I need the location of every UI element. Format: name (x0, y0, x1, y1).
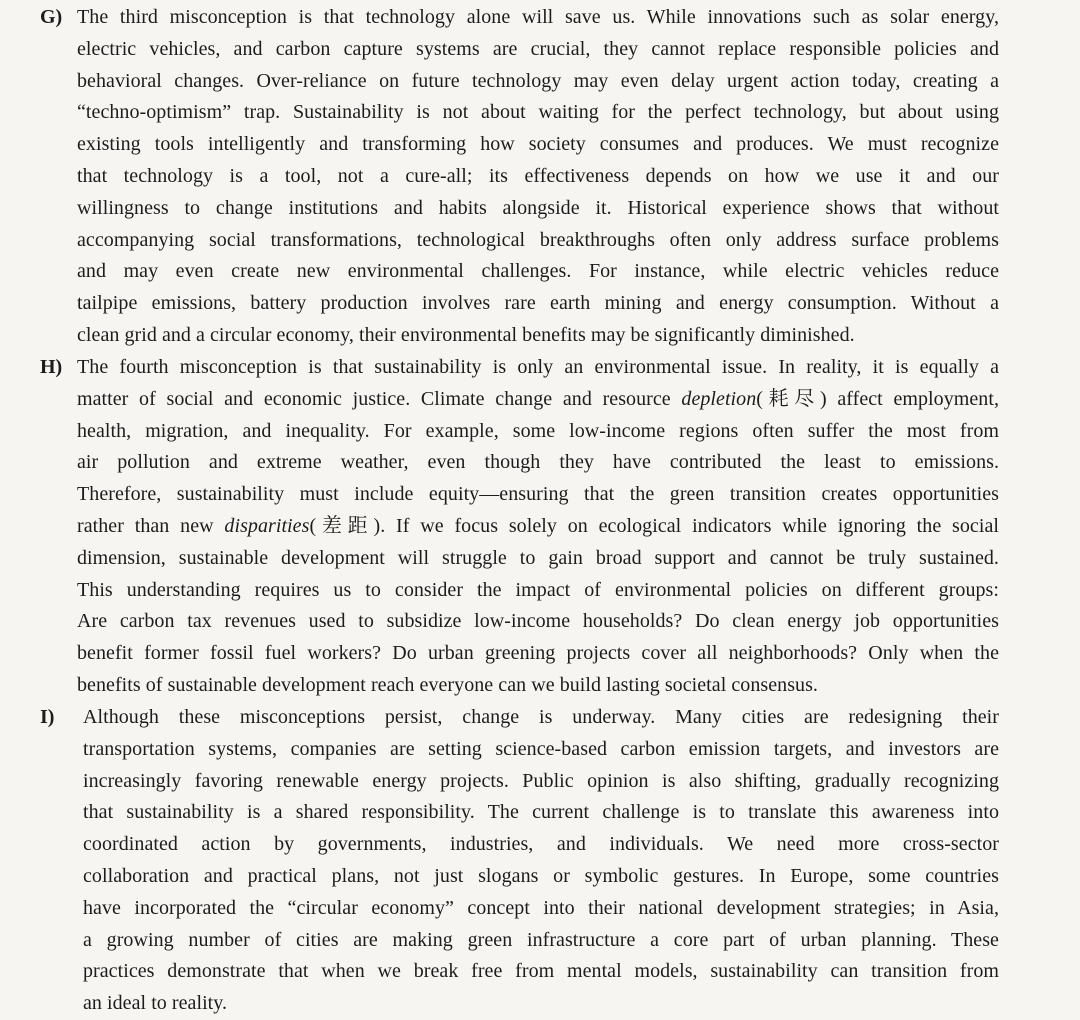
text-segment: (差距). If we focus solely on ecological indicators while ignoring the social (309, 514, 999, 537)
text-segment: The third misconception is that technology alone will save us. While innovations such as solar energy, (77, 6, 999, 28)
text-segment: that sustainability is a shared responsibility. The current challenge is to translate this awareness into (83, 801, 999, 824)
text-line (83, 766, 999, 798)
text-line (77, 638, 999, 670)
text-segment: transportation systems, companies are setting science-based carbon emission targets, and investors are (83, 737, 999, 760)
text-segment: clean grid and a circular economy, their environmental benefits may be significantly diminished. (77, 323, 855, 346)
text-segment: have incorporated the “circular economy” concept into their national development strategies; in Asia, (83, 896, 999, 919)
paragraph-marker: I) (40, 706, 55, 728)
text-line (77, 288, 999, 320)
text-segment: increasingly favoring renewable energy projects. Public opinion is also shifting, gradually recognizing (83, 769, 999, 792)
text-segment: willingness to change institutions and habits alongside it. Historical experience shows that without (77, 196, 999, 219)
text-segment: health, migration, and inequality. For example, some low-income regions often suffer the most from (77, 419, 999, 442)
text-line (77, 575, 999, 607)
text-line (77, 320, 999, 352)
text-segment: benefits of sustainable development reach everyone can we build lasting societal consensus. (77, 673, 818, 696)
text-segment: “techno-optimism” trap. Sustainability is not about waiting for the perfect technology, but about using (77, 101, 999, 124)
text-line (77, 479, 999, 511)
text-line (77, 543, 999, 575)
text-line (77, 256, 999, 288)
text-segment: This understanding requires us to consider the impact of environmental policies on different groups: (77, 578, 999, 601)
paragraph-marker: G) (40, 6, 63, 28)
text-segment: existing tools intelligently and transforming how society consumes and produces. We must recognize (77, 133, 999, 156)
text-line (77, 66, 999, 98)
text-segment: The fourth misconception is that sustainability is only an environmental issue. In reality, it is equally a (77, 356, 999, 378)
text-segment: tailpipe emissions, battery production involves rare earth mining and energy consumption. Without a (77, 292, 999, 315)
paragraph-g (0, 2, 1080, 352)
text-segment: an ideal to reality. (83, 992, 228, 1015)
paragraph-body (0, 702, 1080, 1020)
text-segment: coordinated action by governments, industries, and individuals. We need more cross-sector (83, 833, 999, 856)
text-segment: Therefore, sustainability must include equity—ensuring that the green transition creates opportunities (77, 483, 999, 506)
text-segment: electric vehicles, and carbon capture systems are crucial, they cannot replace responsible policies and (77, 37, 999, 60)
text-segment: air pollution and extreme weather, even though they have contributed the least to emissions. (77, 451, 999, 474)
text-line (77, 161, 999, 193)
text-segment: (耗尽) affect employment, (756, 387, 999, 410)
text-line (77, 511, 999, 543)
text-line (77, 97, 999, 129)
text-segment: behavioral changes. Over-reliance on future technology may even delay urgent action today, creating a (77, 69, 999, 92)
text-line (77, 34, 999, 66)
paragraph-h (0, 352, 1080, 702)
text-line (83, 734, 999, 766)
text-segment: rather than new (77, 514, 225, 537)
text-line (77, 384, 999, 416)
text-line (83, 702, 999, 734)
text-line (77, 129, 999, 161)
text-line (77, 447, 999, 479)
italic-term: depletion (681, 387, 757, 410)
text-line (77, 606, 999, 638)
text-segment: and may even create new environmental challenges. For instance, while electric vehicles reduce (77, 260, 999, 283)
text-line (77, 2, 999, 34)
text-segment: practices demonstrate that when we break free from mental models, sustainability can transition from (83, 960, 999, 983)
italic-term: disparities (224, 514, 310, 537)
text-segment: a growing number of cities are making green infrastructure a core part of urban planning. These (83, 928, 999, 951)
text-segment: collaboration and practical plans, not just slogans or symbolic gestures. In Europe, some countries (83, 864, 999, 887)
text-segment: matter of social and economic justice. Climate change and resource (77, 387, 682, 410)
text-line (83, 925, 999, 957)
text-line (77, 670, 999, 702)
text-line (77, 352, 999, 384)
text-segment: Are carbon tax revenues used to subsidize low-income households? Do clean energy job opportunities (77, 610, 999, 633)
text-segment: benefit former fossil fuel workers? Do urban greening projects cover all neighborhoods? Only when the (77, 642, 999, 665)
text-line (83, 829, 999, 861)
text-line (77, 225, 999, 257)
text-line (83, 861, 999, 893)
paragraph-body (0, 352, 1080, 702)
text-line (77, 416, 999, 448)
paragraph-i (0, 702, 1080, 1020)
text-line (83, 956, 999, 988)
text-segment: Although these misconceptions persist, change is underway. Many cities are redesigning their (83, 706, 999, 728)
paragraph-body (0, 2, 1080, 352)
text-segment: that technology is a tool, not a cure-all; its effectiveness depends on how we use it and our (77, 164, 999, 187)
text-line (83, 988, 999, 1020)
text-line (83, 893, 999, 925)
paragraph-marker: H) (40, 356, 63, 378)
text-line (77, 193, 999, 225)
text-segment: accompanying social transformations, technological breakthroughs often only address surface problems (77, 228, 999, 251)
text-segment: dimension, sustainable development will struggle to gain broad support and cannot be truly sustained. (77, 546, 999, 569)
text-line (83, 797, 999, 829)
